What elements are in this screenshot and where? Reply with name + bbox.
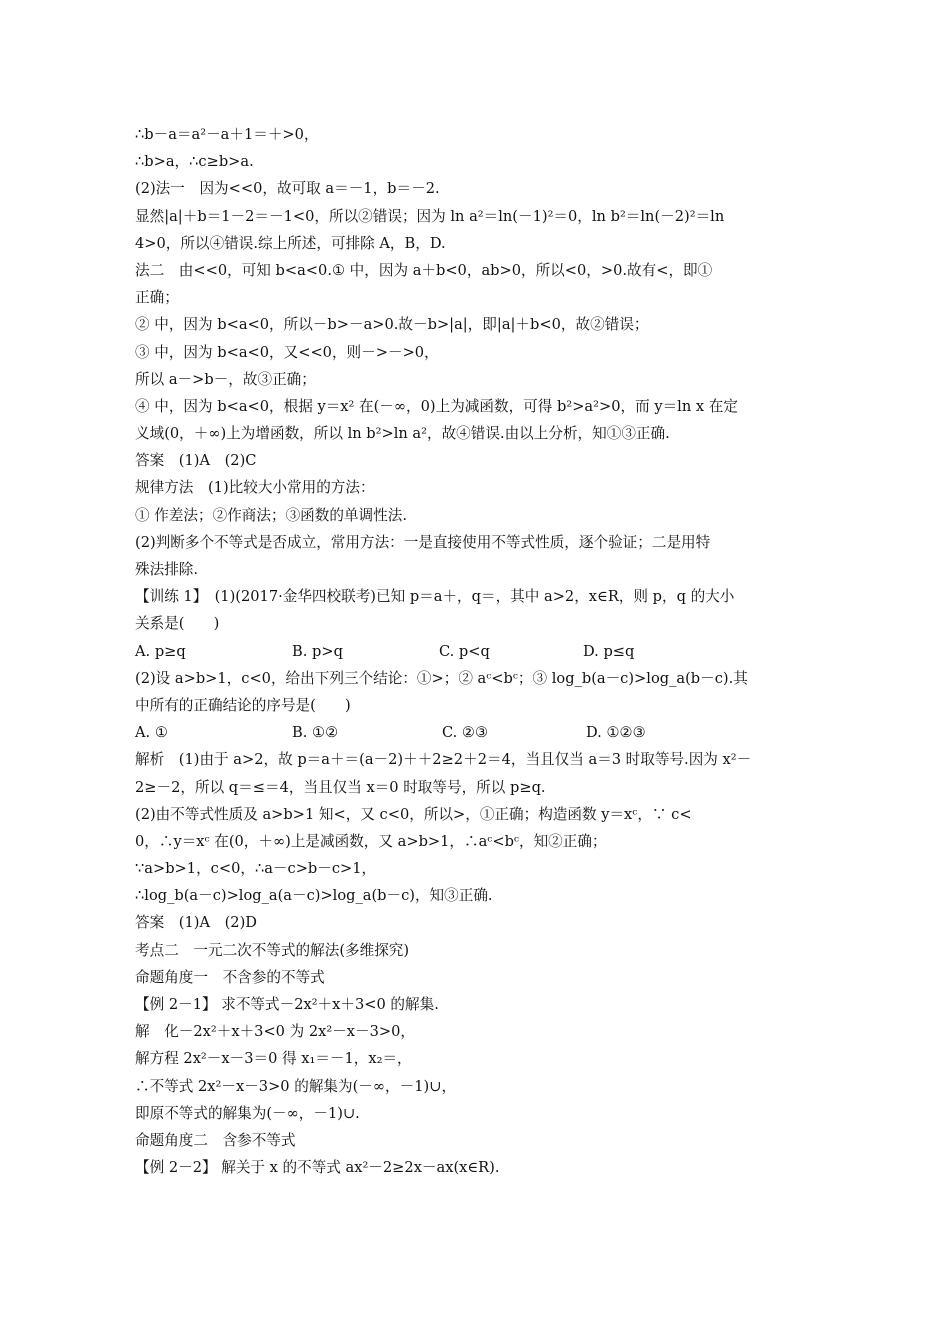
answer-options-1 xyxy=(135,638,825,665)
text-line: (2)判断多个不等式是否成立，常用方法：一是直接使用不等式性质，逐个验证；二是用特 xyxy=(135,533,711,551)
option-b: B. p>q xyxy=(292,642,343,660)
answer-options-2 xyxy=(135,719,825,746)
text-line: 义域(0，＋∞)上为增函数，所以 ln b²>ln a²，故④错误.由以上分析，知①③正确. xyxy=(135,425,670,443)
option-a: A. p≥q xyxy=(135,642,186,660)
text-line: 关系是( ) xyxy=(135,615,220,633)
text-line: 法二 由<<0，可知 b<a<0.① 中，因为 a＋b<0，ab>0，所以<0，>0.故有<，即① xyxy=(135,261,713,279)
section-heading: 考点二 一元二次不等式的解法(多维探究) xyxy=(135,941,410,959)
text-line: ③ 中，因为 b<a<0，又<<0，则－>－>0， xyxy=(135,343,439,361)
text-line: ② 中，因为 b<a<0，所以－b>－a>0.故－b>|a|，即|a|＋b<0，故②错误； xyxy=(135,316,649,334)
text-line: ∵a>b>1，c<0，∴a－c>b－c>1， xyxy=(135,860,377,878)
text-line: 显然|a|＋b＝1－2＝－1<0，所以②错误；因为 ln a²＝ln(－1)²＝0，ln b²＝ln(－2)²＝ln xyxy=(135,207,725,225)
answer-line: 答案 (1)A (2)D xyxy=(135,914,257,932)
subsection-heading: 命题角度一 不含参的不等式 xyxy=(135,968,325,986)
text-line: 0，∴y＝xᶜ 在(0，＋∞)上是减函数，又 a>b>1，∴aᶜ<bᶜ，知②正确； xyxy=(135,832,607,850)
text-line: (2)法一 因为<<0，故可取 a＝－1，b＝－2. xyxy=(135,180,440,198)
text-line: 解方程 2x²－x－3＝0 得 x₁＝－1，x₂＝， xyxy=(135,1050,412,1068)
solution-line: 解析 (1)由于 a>2，故 p＝a＋＝(a－2)＋＋2≥2＋2＝4，当且仅当 a＝3 时取等号.因为 x²－ xyxy=(135,751,752,769)
text-line: (2)设 a>b>1，c<0，给出下列三个结论：①>；② aᶜ<bᶜ；③ log_b(a－c)>log_a(b－c).其 xyxy=(135,669,748,687)
example-heading: 【例 2－1】 求不等式－2x²＋x＋3<0 的解集. xyxy=(135,996,439,1013)
option-c: C. ②③ xyxy=(442,724,489,742)
text-line: 殊法排除. xyxy=(135,561,199,578)
exercise-heading: 【训练 1】 (1)(2017·金华四校联考)已知 p＝a＋，q＝，其中 a>2，x∈R，则 p，q 的大小 xyxy=(135,588,735,606)
text-line: 即原不等式的解集为(－∞，－1)∪. xyxy=(135,1104,360,1122)
answer-line: 答案 (1)A (2)C xyxy=(135,452,257,470)
text-line: ∴b－a＝a²－a＋1＝＋>0， xyxy=(135,126,319,143)
option-d: D. ①②③ xyxy=(586,724,646,742)
text-line: 所以 a－>b－，故③正确； xyxy=(135,370,316,388)
document-body xyxy=(135,121,825,1181)
text-line: ④ 中，因为 b<a<0，根据 y＝x² 在(－∞，0)上为减函数，可得 b²>a²>0，而 y＝ln x 在定 xyxy=(135,397,738,415)
text-line: ∴不等式 2x²－x－3>0 的解集为(－∞，－1)∪， xyxy=(135,1077,457,1095)
example-heading: 【例 2－2】 解关于 x 的不等式 ax²－2≥2x－ax(x∈R). xyxy=(135,1159,500,1177)
text-line: 解 化－2x²＋x＋3<0 为 2x²－x－3>0， xyxy=(135,1023,416,1041)
text-line: ∴b>a，∴c≥b>a. xyxy=(135,153,254,171)
text-line: 4>0，所以④错误.综上所述，可排除 A，B，D. xyxy=(135,234,446,252)
method-heading: 规律方法 (1)比较大小常用的方法： xyxy=(135,479,375,497)
text-line: ∴log_b(a－c)>log_a(a－c)>log_a(b－c)，知③正确. xyxy=(135,887,493,905)
text-line: 2≥－2，所以 q＝≤＝4，当且仅当 x＝0 时取等号，所以 p≥q. xyxy=(135,778,546,796)
text-line: 中所有的正确结论的序号是( ) xyxy=(135,696,351,714)
text-line: ① 作差法；②作商法；③函数的单调性法. xyxy=(135,506,407,524)
text-line: 正确； xyxy=(135,289,179,307)
option-c: C. p<q xyxy=(439,642,490,660)
option-a: A. ① xyxy=(135,724,168,742)
option-d: D. p≤q xyxy=(583,642,635,660)
subsection-heading: 命题角度二 含参不等式 xyxy=(135,1131,296,1149)
text-line: (2)由不等式性质及 a>b>1 知<，又 c<0，所以>，①正确；构造函数 y＝xᶜ，∵ c< xyxy=(135,805,692,823)
option-b: B. ①② xyxy=(292,724,339,742)
